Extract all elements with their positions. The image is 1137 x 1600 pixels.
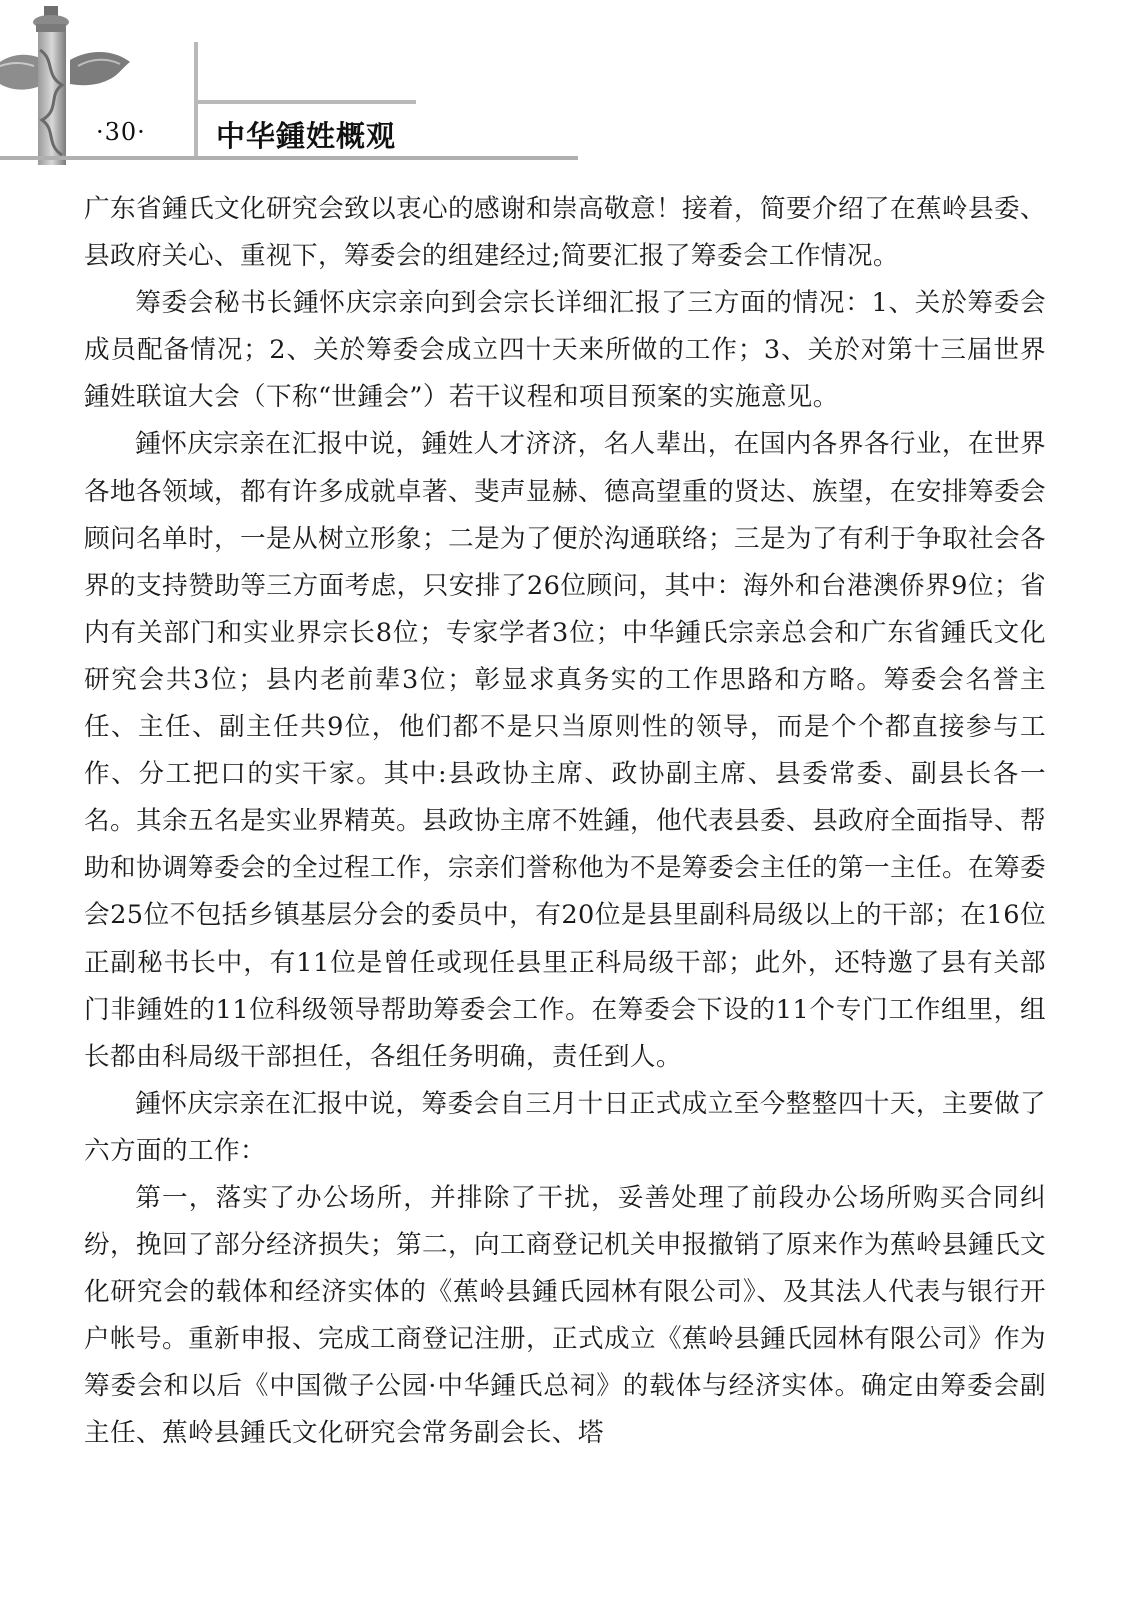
- book-title: 中华鍾姓概观: [216, 119, 397, 153]
- paragraph: 鍾怀庆宗亲在汇报中说，筹委会自三月十日正式成立至今整整四十天，主要做了六方面的工作：: [84, 1088, 1046, 1166]
- paragraph: 筹委会秘书长鍾怀庆宗亲向到会宗长详细汇报了三方面的情况：1、关於筹委会成员配备情况；2、关於筹委会成立四十天来所做的工作；3、关於对第十三届世界鍾姓联谊大会（下称“世鍾会”）若干议程和项目预案的实施意见。: [84, 288, 1046, 413]
- header-top-rule: [194, 100, 416, 104]
- body-text: [84, 186, 1046, 1458]
- header-bottom-rule: [0, 156, 578, 160]
- page-header: [0, 0, 600, 170]
- paragraph: 鍾怀庆宗亲在汇报中说，鍾姓人才济济，名人辈出，在国内各界各行业，在世界各地各领域，都有许多成就卓著、斐声显赫、德高望重的贤达、族望，在安排筹委会顾问名单时，一是从树立形象；二是为了便於沟通联络；三是为了有利于争取社会各界的支持赞助等三方面考虑，只安排了26位顾问，其中：海外和台港澳侨界9位；省内有关部门和实业界宗长8位；专家学者3位；中华鍾氏宗亲总会和广东省鍾氏文化研究会共3位；县内老前辈3位；彰显求真务实的工作思路和方略。筹委会名誉主任、主任、副主任共9位，他们都不是只当原则性的领导，而是个个都直接参与工作、分工把口的实干家。其中:县政协主席、政协副主席、县委常委、副县长各一名。其余五名是实业界精英。县政协主席不姓鍾，他代表县委、县政府全面指导、帮助和协调筹委会的全过程工作，宗亲们誉称他为不是筹委会主任的第一主任。在筹委会25位不包括乡镇基层分会的委员中，有20位是县里副科局级以上的干部；在16位正副秘书长中，有11位是曾任或现任县里正科局级干部；此外，还特邀了县有关部门非鍾姓的11位科级领导帮助筹委会工作。在筹委会下设的11个专门工作组里，组长都由科局级干部担任，各组任务明确，责任到人。: [84, 429, 1046, 1072]
- page-number: ·30·: [96, 118, 146, 146]
- paragraph: 第一，落实了办公场所，并排除了干扰，妥善处理了前段办公场所购买合同纠纷，挽回了部分经济损失；第二，向工商登记机关申报撤销了原来作为蕉岭县鍾氏文化研究会的载体和经济实体的《蕉岭县鍾氏园林有限公司》、及其法人代表与银行开户帐号。重新申报、完成工商登记注册，正式成立《蕉岭县鍾氏园林有限公司》作为筹委会和以后《中国微子公园·中华鍾氏总祠》的载体与经济实体。确定由筹委会副主任、蕉岭县鍾氏文化研究会常务副会长、塔: [84, 1182, 1046, 1449]
- paragraph: 广东省鍾氏文化研究会致以衷心的感谢和崇高敬意！接着，简要介绍了在蕉岭县委、县政府关心、重视下，筹委会的组建经过;简要汇报了筹委会工作情况。: [84, 194, 1046, 272]
